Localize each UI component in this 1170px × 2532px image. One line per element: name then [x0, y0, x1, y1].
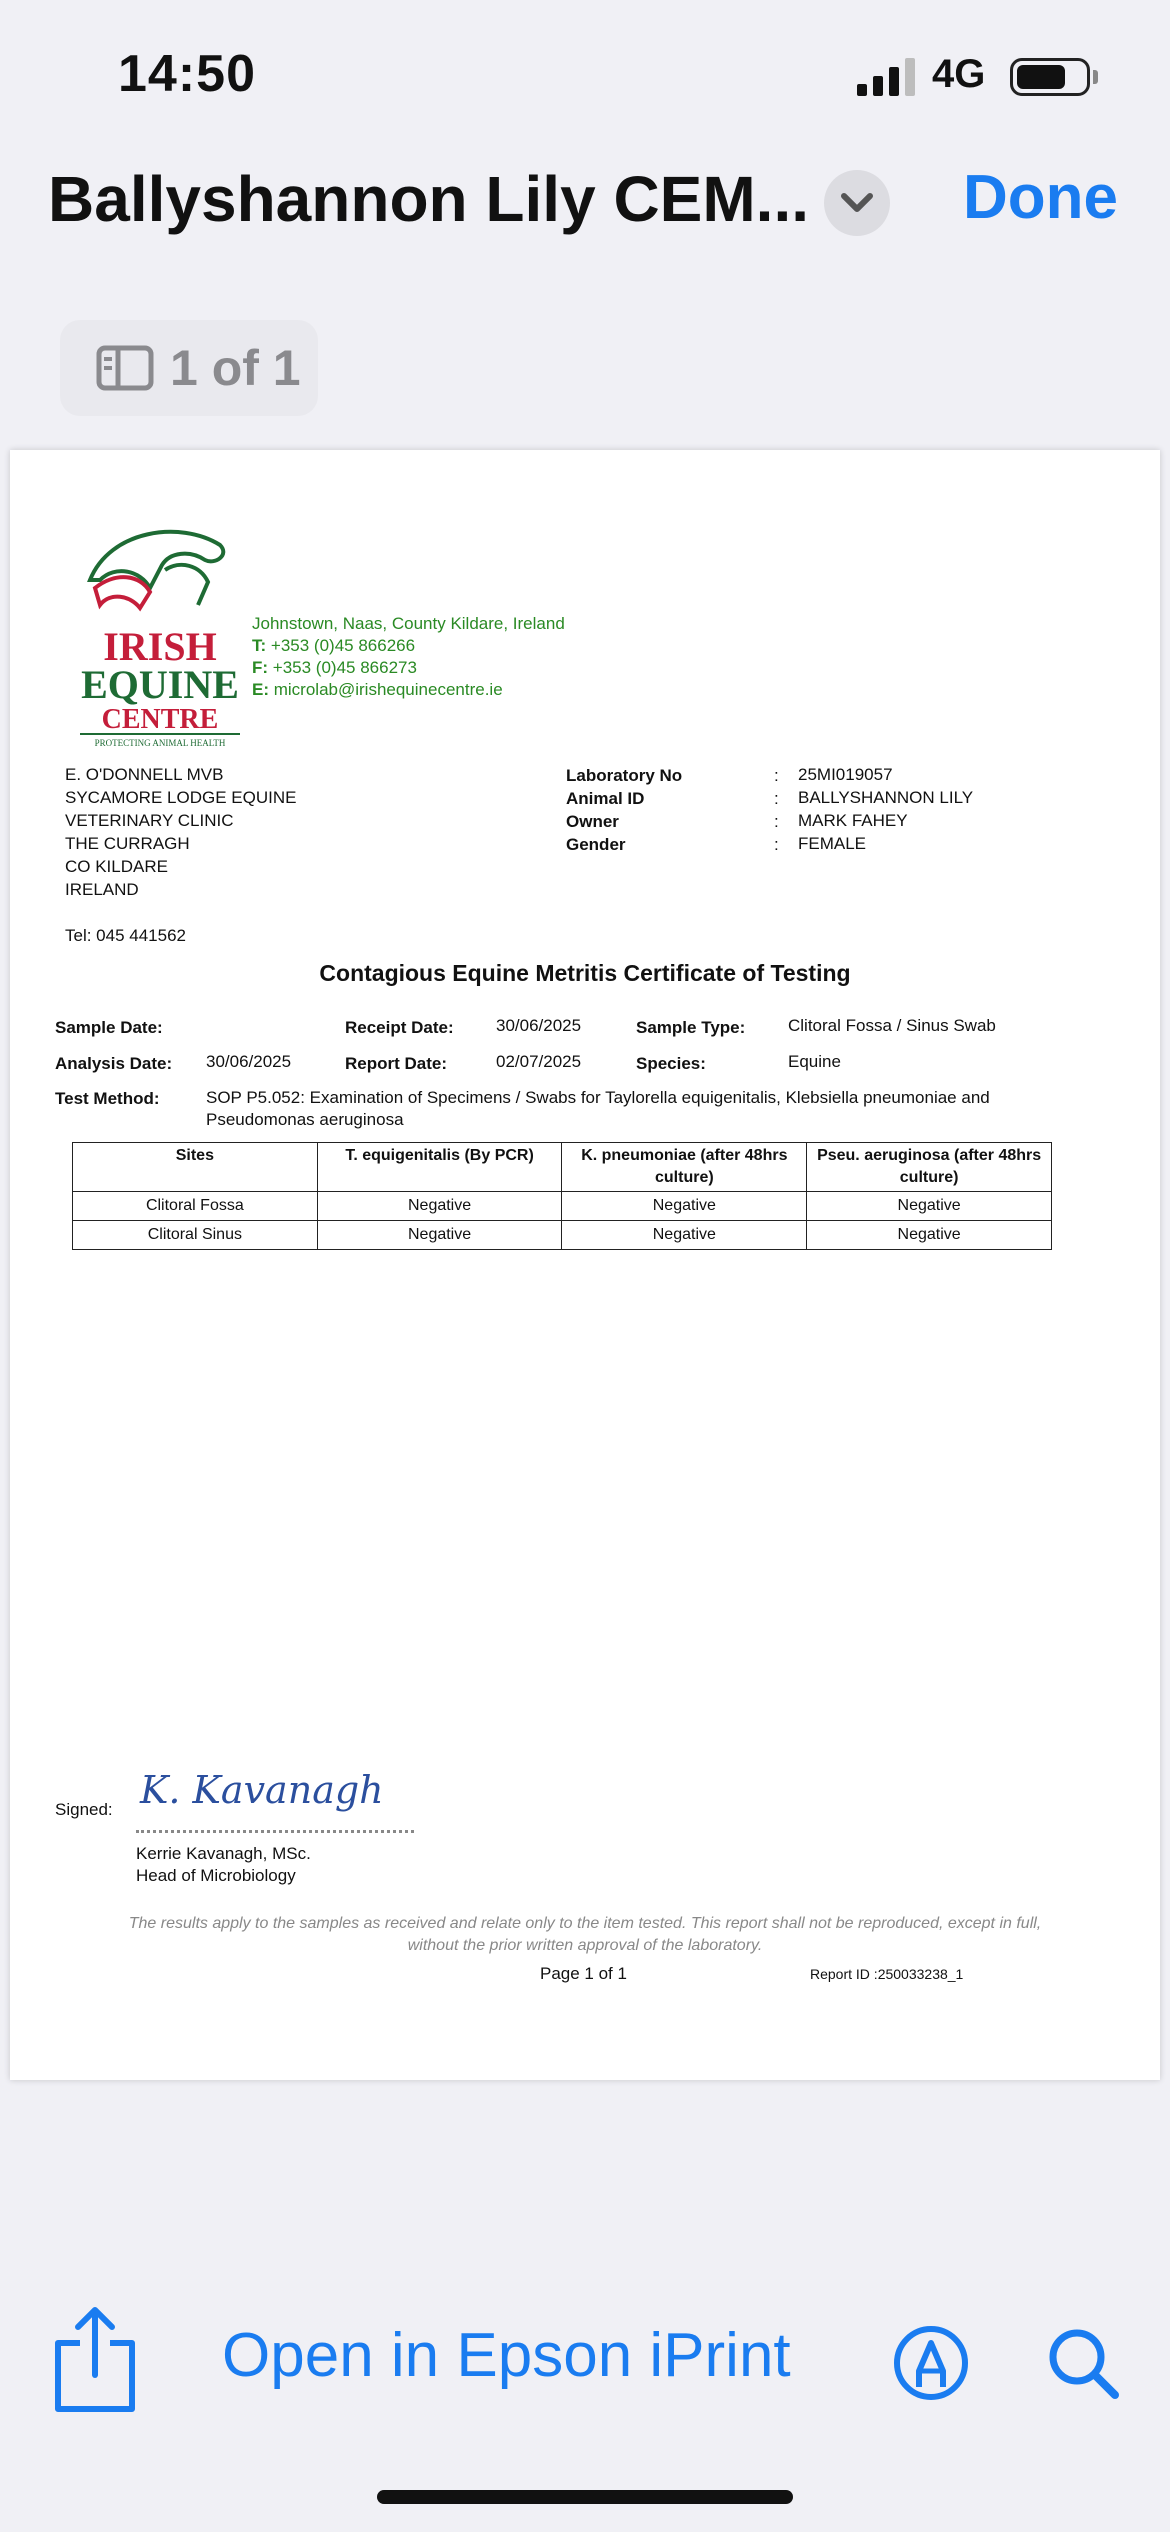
report-date-value: 02/07/2025: [496, 1052, 582, 1071]
search-icon[interactable]: [1045, 2325, 1121, 2401]
table-header: K. pneumoniae (after 48hrs culture): [562, 1143, 807, 1192]
test-method-line: SOP P5.052: Examination of Specimens / Swabs for Taylorella equigenitalis, Klebsiella pneumoniae and: [206, 1088, 990, 1107]
chevron-down-icon: [840, 192, 874, 214]
recipient-line: VETERINARY CLINIC: [65, 811, 234, 830]
lab-phone-line: [252, 636, 415, 656]
document-title[interactable]: Ballyshannon Lily CEM...: [48, 163, 809, 235]
test-method-line: Pseudomonas aeruginosa: [206, 1110, 404, 1129]
done-button[interactable]: Done: [963, 163, 1118, 232]
receipt-date-label: Receipt Date:: [345, 1018, 454, 1037]
lab-address: Johnstown, Naas, County Kildare, Ireland: [252, 614, 565, 633]
report-date-label: Report Date:: [345, 1054, 448, 1073]
recipient-line: SYCAMORE LODGE EQUINE: [65, 788, 297, 807]
sample-date-label: Sample Date:: [55, 1018, 163, 1037]
info-colon: :: [774, 812, 779, 831]
recipient-line: THE CURRAGH: [65, 834, 190, 853]
lab-fax-label: F:: [252, 658, 269, 677]
disclaimer-text: The results apply to the samples as received and relate only to the item tested. This report shall not be reproduced, except in full, without the prior written approval of the laboratory.: [128, 1915, 1042, 1954]
table-cell: Negative: [317, 1221, 562, 1250]
sample-type-value: Clitoral Fossa / Sinus Swab: [788, 1016, 996, 1035]
title-menu-button[interactable]: [824, 170, 890, 236]
report-id: Report ID :250033238_1: [810, 1966, 964, 1982]
table-cell: Clitoral Fossa: [73, 1192, 318, 1221]
info-colon: :: [774, 789, 779, 808]
gender-label: Gender: [566, 835, 626, 854]
table-header: Sites: [73, 1143, 318, 1192]
lab-phone-label: T:: [252, 636, 267, 655]
table-header-row: [73, 1143, 1052, 1192]
table-cell: Clitoral Sinus: [73, 1221, 318, 1250]
network-type: 4G: [932, 52, 986, 96]
lab-email: microlab@irishequinecentre.ie: [273, 680, 503, 699]
table-cell: Negative: [807, 1192, 1052, 1221]
table-cell: Negative: [807, 1221, 1052, 1250]
table-header: Pseu. aeruginosa (after 48hrs culture): [807, 1143, 1052, 1192]
share-icon[interactable]: [50, 2305, 140, 2415]
open-in-epson-iprint-button[interactable]: Open in Epson iPrint: [222, 2321, 791, 2390]
info-colon: :: [774, 835, 779, 854]
certificate-title: Contagious Equine Metritis Certificate of Testing: [319, 960, 851, 986]
battery-tip: [1093, 70, 1098, 84]
sample-type-label: Sample Type:: [636, 1018, 746, 1037]
results-table: [72, 1142, 1052, 1250]
lab-fax: +353 (0)45 866273: [272, 658, 417, 677]
sidebar-icon: [96, 345, 154, 391]
analysis-date-label: Analysis Date:: [55, 1054, 173, 1073]
svg-text:PROTECTING ANIMAL HEALTH: PROTECTING ANIMAL HEALTH: [94, 738, 226, 748]
lab-email-label: E:: [252, 680, 269, 699]
battery-icon: [1010, 58, 1090, 96]
owner-label: Owner: [566, 812, 619, 831]
recipient-line: E. O'DONNELL MVB: [65, 765, 224, 784]
status-time: 14:50: [118, 45, 256, 103]
svg-text:CENTRE: CENTRE: [101, 704, 219, 735]
recipient-line: CO KILDARE: [65, 857, 168, 876]
gender-value: FEMALE: [798, 834, 867, 853]
animal-id-label: Animal ID: [566, 789, 645, 808]
horse-logo-icon: [70, 510, 250, 750]
document-page: [10, 450, 1160, 2080]
info-colon: :: [774, 766, 779, 785]
recipient-tel: Tel: 045 441562: [65, 926, 186, 945]
recipient-line: IRELAND: [65, 880, 139, 899]
receipt-date-value: 30/06/2025: [496, 1016, 582, 1035]
lab-fax-line: [252, 658, 417, 678]
table-row: [73, 1192, 1052, 1221]
owner-value: MARK FAHEY: [798, 811, 908, 830]
page-number: Page 1 of 1: [540, 1964, 627, 1983]
table-cell: Negative: [562, 1192, 807, 1221]
cellular-signal-icon: [855, 58, 919, 96]
test-method-label: Test Method:: [55, 1089, 160, 1108]
page-indicator-button[interactable]: [60, 320, 318, 416]
table-header: T. equigenitalis (By PCR): [317, 1143, 562, 1192]
analysis-date-value: 30/06/2025: [206, 1052, 292, 1071]
irish-equine-centre-logo: [70, 510, 250, 750]
species-label: Species:: [636, 1054, 706, 1073]
laboratory-no-value: 25MI019057: [798, 765, 893, 784]
markup-pen-icon[interactable]: [893, 2325, 969, 2401]
svg-text:IRISH: IRISH: [103, 624, 217, 669]
lab-email-line: [252, 680, 503, 700]
signed-label: Signed:: [55, 1800, 113, 1819]
species-value: Equine: [788, 1052, 841, 1071]
page-indicator-label: 1 of 1: [170, 340, 301, 396]
svg-text:EQUINE: EQUINE: [81, 662, 239, 707]
laboratory-no-label: Laboratory No: [566, 766, 683, 785]
home-indicator: [377, 2490, 793, 2504]
lab-phone: +353 (0)45 866266: [270, 636, 416, 655]
animal-id-value: BALLYSHANNON LILY: [798, 788, 974, 807]
signatory-name: Kerrie Kavanagh, MSc.: [136, 1844, 311, 1863]
table-cell: Negative: [562, 1221, 807, 1250]
table-row: [73, 1221, 1052, 1250]
signature-image: K. Kavanagh: [140, 1768, 384, 1812]
signatory-title: Head of Microbiology: [136, 1866, 296, 1885]
signature-line: [136, 1830, 414, 1833]
table-cell: Negative: [317, 1192, 562, 1221]
